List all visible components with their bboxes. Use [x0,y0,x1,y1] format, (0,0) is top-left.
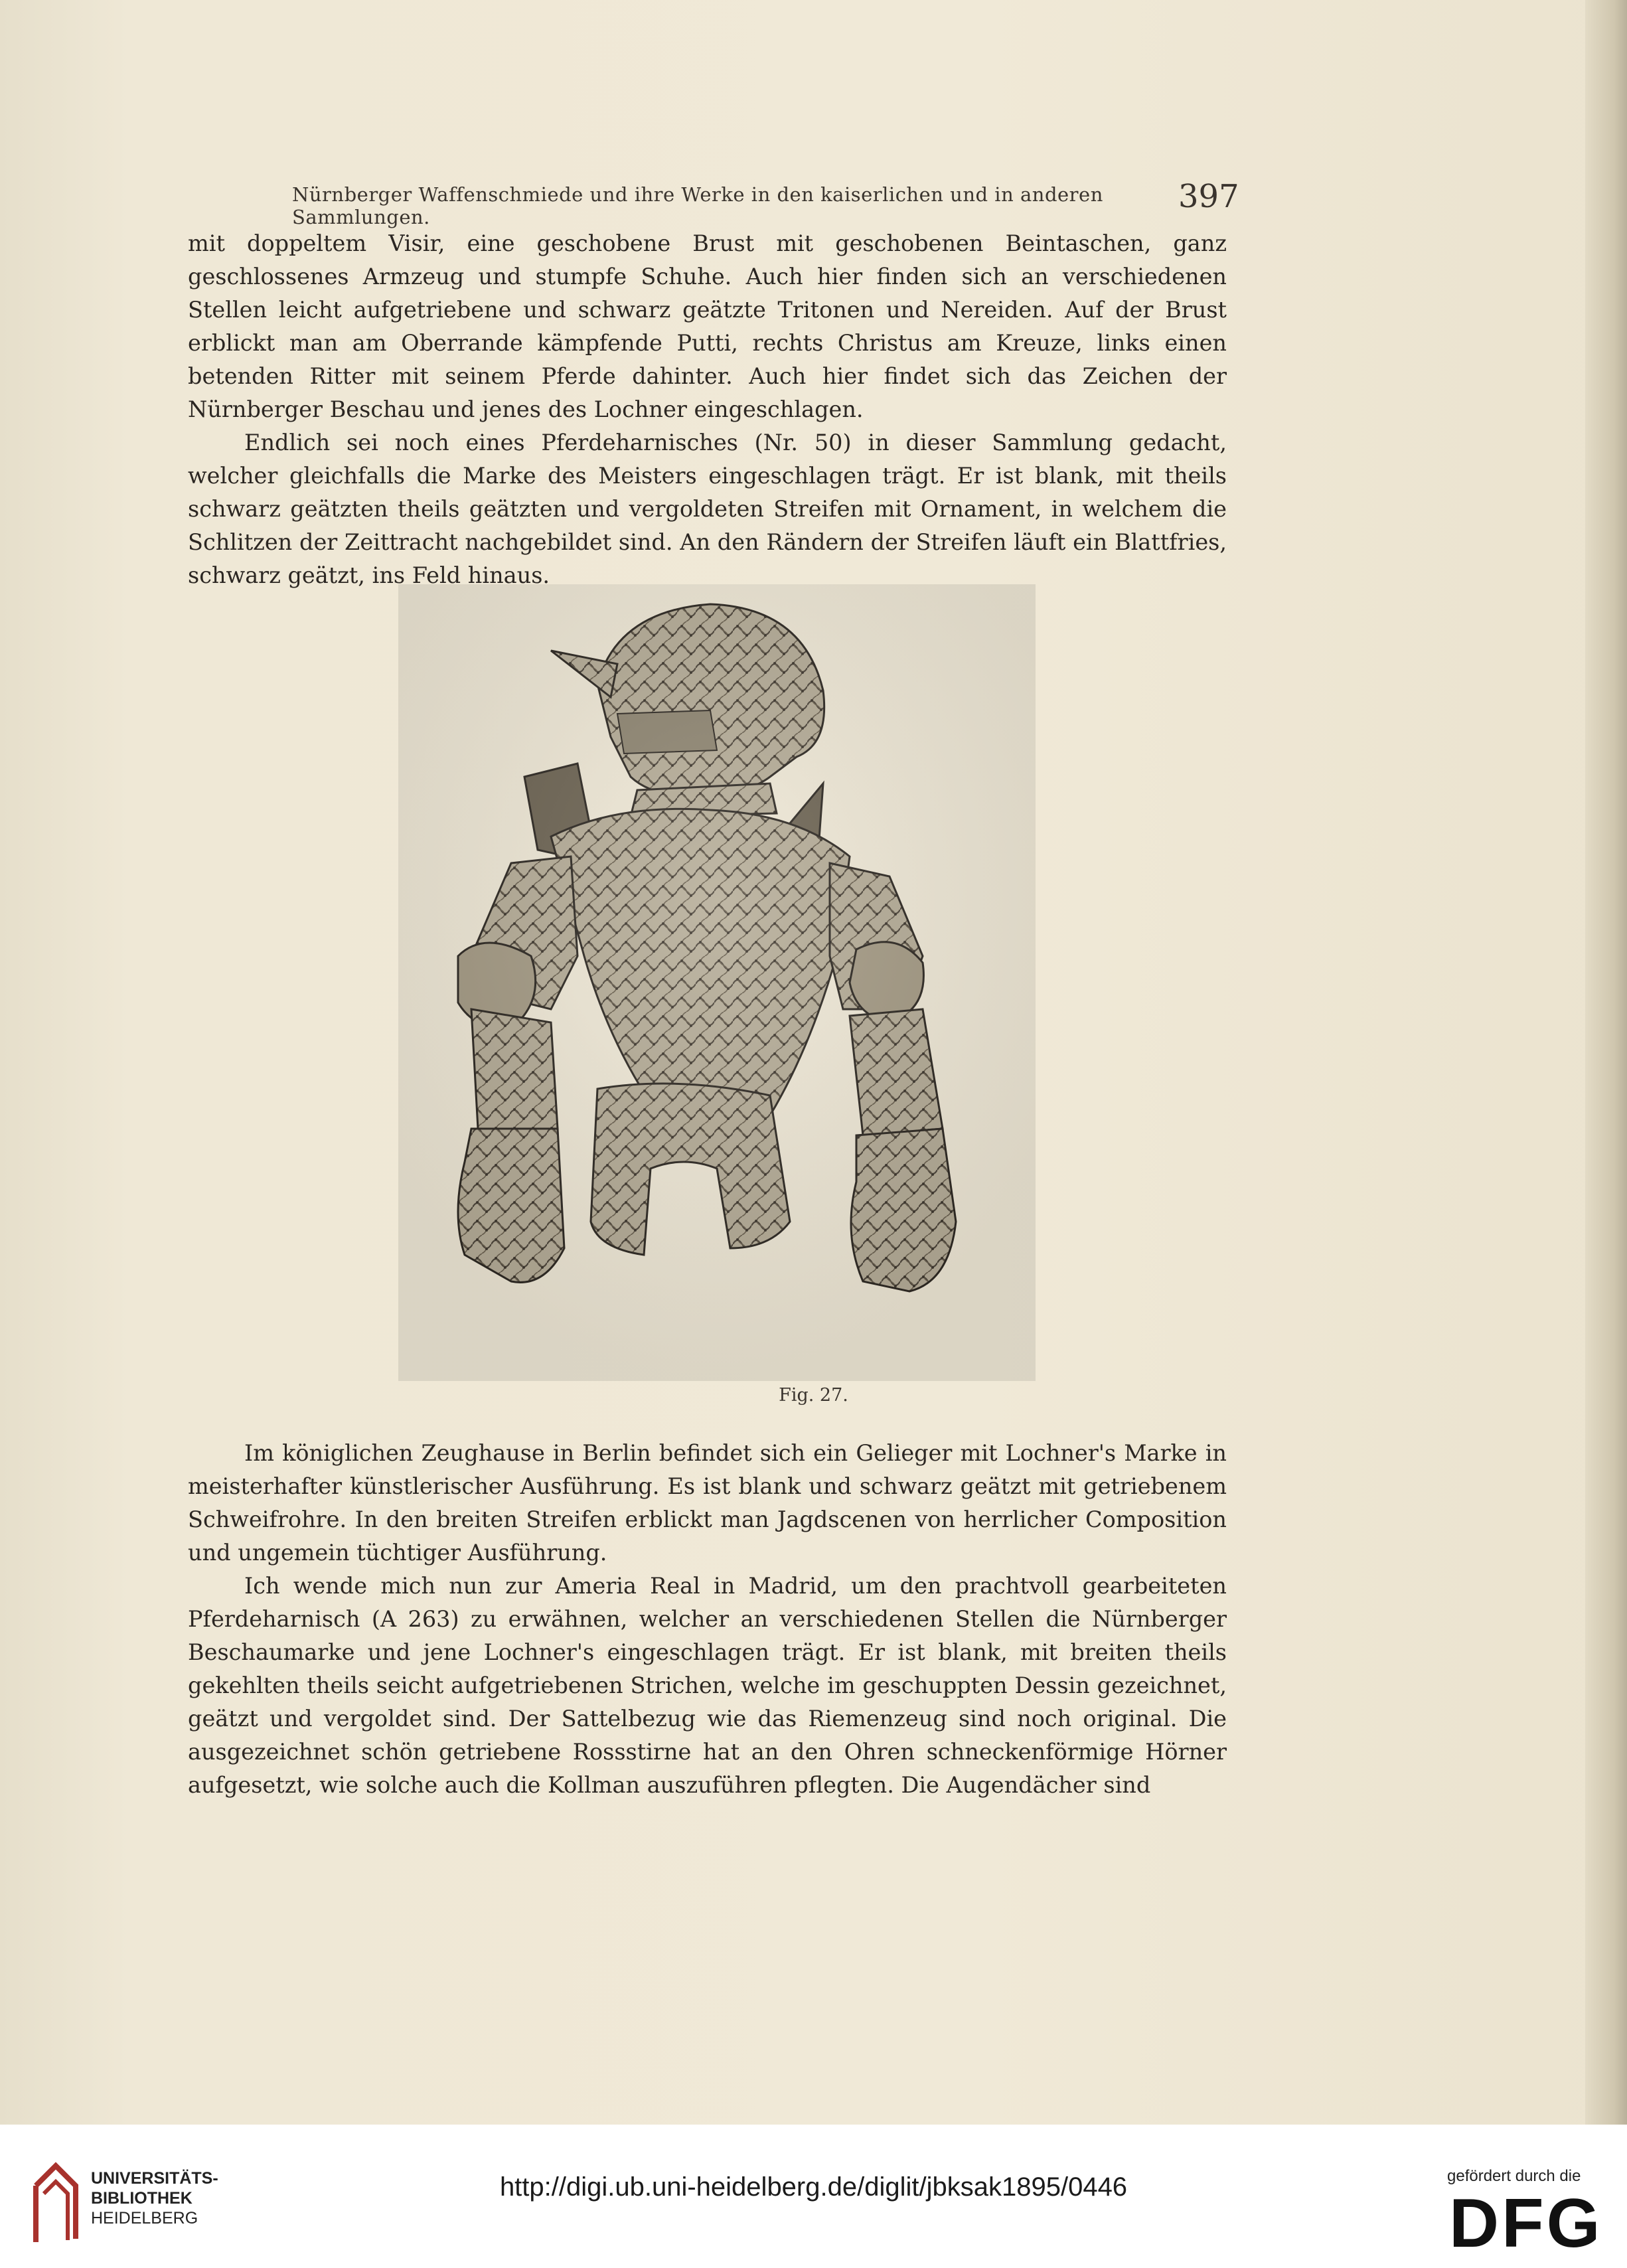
paragraph: mit doppeltem Visir, eine geschobene Brust mit geschobenen Beintaschen, ganz geschlossenes Armzeug und stumpfe Schuhe. Auch hier finden sich an verschiedenen Stellen leicht aufgetriebene und schwarz geätzte Tritonen und Nereiden. Auf der Brust erblickt man am Oberrande kämpfende Putti, rechts Christus am Kreuze, links einen betenden Ritter mit seinem Pferde dahinter. Auch hier findet sich das Zeichen der Nürnberger Beschau und jenes des Lochner eingeschlagen. [188,230,1227,422]
page-edge-shadow [1585,0,1627,2125]
body-text-bottom [188,1437,1227,1802]
page-number: 397 [1178,178,1239,215]
library-name-line: BIBLIOTHEK [91,2189,193,2208]
figure-caption: Fig. 27. [779,1385,848,1406]
paragraph: Im königlichen Zeughause in Berlin befindet sich ein Gelieger mit Lochner's Marke in meisterhafter künstlerischer Ausführung. Es ist blank und schwarz geätzt mit getriebenem Schweifrohre. In den breiten Streifen erblickt man Jagdscenen von herrlicher Composition und ungemein tüchtiger Ausführung. [188,1440,1227,1566]
library-name-line: UNIVERSITÄTS- [91,2169,218,2188]
library-name-line: HEIDELBERG [91,2209,198,2228]
paragraph: Endlich sei noch eines Pferdeharnisches (Nr. 50) in dieser Sammlung gedacht, welcher gleichfalls die Marke des Meisters eingeschlagen trägt. Er ist blank, mit theils schwarz geätzten theils geätzten und vergoldeten Streifen mit Ornament, in welchem die Schlitzen der Zeittracht nachgebildet sind. An den Rändern der Streifen läuft ein Blattfries, schwarz geätzt, ins Feld hinaus. [188,430,1227,588]
paragraph: Ich wende mich nun zur Ameria Real in Madrid, um den prachtvoll gearbeiteten Pferdeharnisch (A 263) zu erwähnen, welcher an verschiedenen Stellen die Nürnberger Beschaumarke und jene Lochner's eingeschlagen trägt. Er ist blank, mit breiten theils gekehlten theils seicht aufgetriebenen Strichen, welche im geschuppten Dessin gezeichnet, geätzt und vergoldet sind. Der Sattelbezug wie das Riemenzeug sind noch original. Die ausgezeichnet schön getriebene Rossstirne hat an den Ohren schneckenförmige Hörner aufgesetzt, wie solche auch die Kollman auszuführen pflegten. Die Augendächer sind [188,1573,1227,1798]
armour-illustration [398,584,1036,1381]
dfg-logo: DFG [1449,2185,1603,2262]
running-title: Nürnberger Waffenschmiede und ihre Werke in den kaiserlichen und in anderen Sammlungen. [292,183,1103,228]
funding-note: gefördert durch die [1447,2167,1581,2185]
armour-figure [398,584,1036,1381]
body-text-top [188,227,1227,592]
permalink-url[interactable]: http://digi.ub.uni-heidelberg.de/diglit/jbksak1895/0446 [499,2172,1128,2202]
